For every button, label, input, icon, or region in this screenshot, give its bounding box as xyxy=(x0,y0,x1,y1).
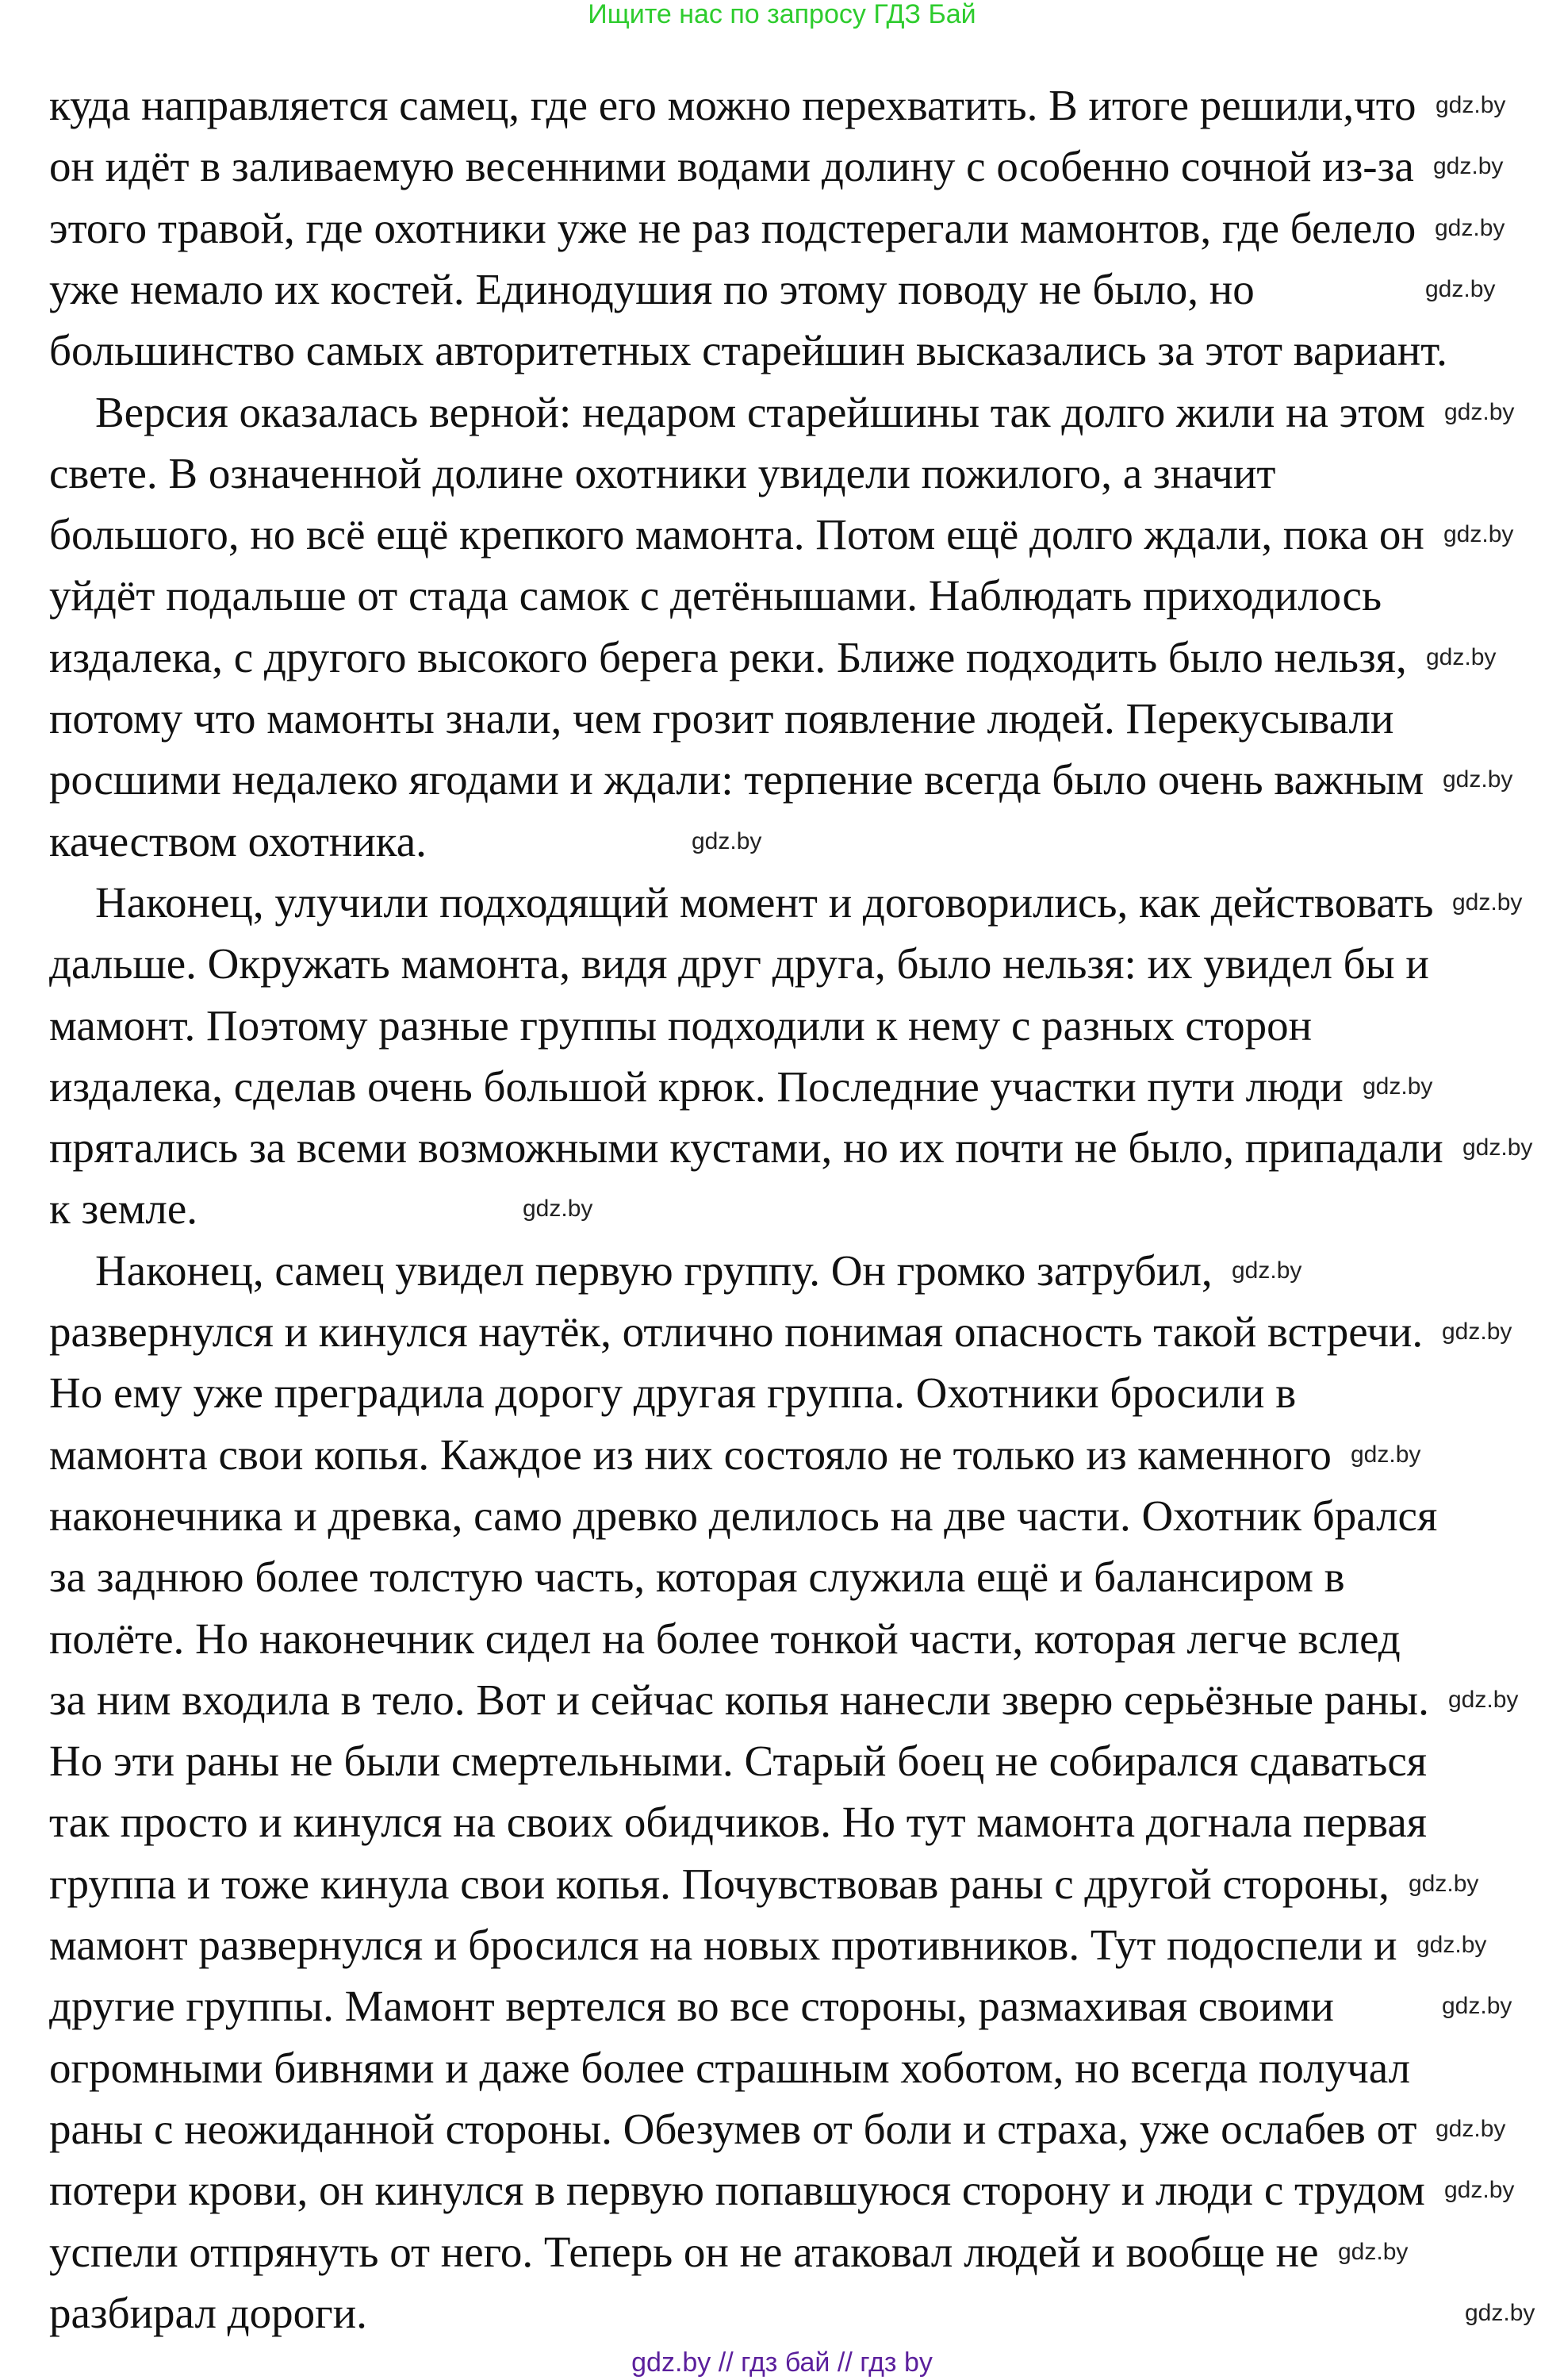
watermark-text: gdz.by xyxy=(1444,2177,1515,2203)
search-banner: Ищите нас по запросу ГДЗ Бай xyxy=(588,0,976,29)
watermark-text: gdz.by xyxy=(1443,766,1513,793)
watermark-text: gdz.by xyxy=(1444,399,1515,425)
watermark-text: gdz.by xyxy=(1443,521,1514,547)
watermark-text: gdz.by xyxy=(1436,92,1506,118)
watermark-text: gdz.by xyxy=(1448,1687,1519,1713)
footer-banner: gdz.by // гдз бай // гдз by xyxy=(631,2347,933,2378)
text-line: другие группы. Мамонт вертелся во все стороны, размахивая своими xyxy=(49,1982,1334,2031)
watermark-text: gdz.by xyxy=(1416,1932,1487,1958)
watermark-text: gdz.by xyxy=(1363,1073,1433,1100)
text-line: так просто и кинулся на своих обидчиков. Но тут мамонта догнала первая xyxy=(49,1798,1428,1847)
text-line: куда направляется самец, где его можно перехватить. В итоге решили,что xyxy=(49,81,1416,129)
watermark-text: gdz.by xyxy=(1338,2239,1409,2265)
watermark-text: gdz.by xyxy=(1436,2116,1506,2142)
text-line: мамонт развернулся и бросился на новых противников. Тут подоспели и xyxy=(49,1921,1397,1969)
text-line: качеством охотника. xyxy=(49,816,427,866)
watermark-text: gdz.by xyxy=(1452,889,1523,916)
text-line: к земле. xyxy=(49,1184,198,1234)
watermark-text: gdz.by xyxy=(523,1196,593,1222)
watermark-text: gdz.by xyxy=(692,828,762,854)
watermark-text: gdz.by xyxy=(1426,644,1497,670)
text-line: мамонта свои копья. Каждое из них состояло не только из каменного xyxy=(49,1430,1332,1479)
text-line: развернулся и кинулся наутёк, отлично понимая опасность такой встречи. xyxy=(49,1307,1424,1356)
text-line: прятались за всеми возможными кустами, но их почти не было, припадали xyxy=(49,1123,1443,1173)
text-line: большинство самых авторитетных старейшин высказались за этот вариант. xyxy=(49,326,1447,375)
text-line: за заднюю более толстую часть, которая служила ещё и балансиром в xyxy=(49,1553,1345,1602)
text-line: полёте. Но наконечник сидел на более тонкой части, которая легче вслед xyxy=(49,1614,1401,1663)
text-line: потому что мамонты знали, чем грозит появление людей. Перекусывали xyxy=(49,694,1394,743)
text-line: уйдёт подальше от стада самок с детёнышами. Наблюдать приходилось xyxy=(49,571,1382,620)
text-line: издалека, сделав очень большой крюк. Последние участки пути люди xyxy=(49,1061,1344,1111)
text-line: мамонт. Поэтому разные группы подходили к нему с разных сторон xyxy=(49,1000,1313,1050)
text-line: огромными бивнями и даже более страшным хоботом, но всегда получал xyxy=(49,2043,1411,2092)
watermark-text: gdz.by xyxy=(1435,215,1505,241)
text-line: росшими недалеко ягодами и ждали: терпение всегда было очень важным xyxy=(49,755,1424,804)
text-line: Версия оказалась верной: недаром старейшины так долго жили на этом xyxy=(95,387,1425,436)
text-line: разбирал дороги. xyxy=(49,2288,367,2337)
watermark-text: gdz.by xyxy=(1351,1441,1421,1468)
watermark-text: gdz.by xyxy=(1465,2300,1535,2326)
text-line: потери крови, он кинулся в первую попавшуюся сторону и люди с трудом xyxy=(49,2166,1425,2215)
text-line: уже немало их костей. Единодушия по этому поводу не было, но xyxy=(49,264,1255,313)
text-line: дальше. Окружать мамонта, видя друг друга, было нельзя: их увидел бы и xyxy=(49,939,1429,988)
text-line: раны с неожиданной стороны. Обезумев от боли и страха, уже ослабев от xyxy=(49,2104,1417,2153)
text-line: большого, но всё ещё крепкого мамонта. Потом ещё долго ждали, пока он xyxy=(49,510,1424,559)
text-line: он идёт в заливаемую весенними водами долину с особенно сочной из-за xyxy=(49,142,1414,191)
text-line: Но эти раны не были смертельными. Старый боец не собирался сдаваться xyxy=(49,1737,1428,1786)
watermark-text: gdz.by xyxy=(1425,276,1496,302)
watermark-text: gdz.by xyxy=(1442,1993,1512,2019)
text-line: Наконец, самец увидел первую группу. Он громко затрубил, xyxy=(95,1246,1213,1295)
text-line: этого травой, где охотники уже не раз подстерегали мамонтов, где белело xyxy=(49,203,1416,252)
watermark-text: gdz.by xyxy=(1462,1134,1533,1161)
watermark-text: gdz.by xyxy=(1442,1319,1512,1345)
watermark-text: gdz.by xyxy=(1433,153,1504,179)
text-line: за ним входила в тело. Вот и сейчас копья нанесли зверю серьёзные раны. xyxy=(49,1675,1429,1724)
text-line: Но ему уже преградила дорогу другая группа. Охотники бросили в xyxy=(49,1368,1297,1418)
watermark-text: gdz.by xyxy=(1232,1257,1302,1284)
text-line: Наконец, улучили подходящий момент и договорились, как действовать xyxy=(95,877,1434,927)
text-line: успели отпрянуть от него. Теперь он не атаковал людей и вообще не xyxy=(49,2227,1319,2276)
text-line: издалека, с другого высокого берега реки. Ближе подходить было нельзя, xyxy=(49,632,1407,681)
text-line: свете. В означенной долине охотники увидели пожилого, а значит xyxy=(49,448,1276,497)
text-line: группа и тоже кинула свои копья. Почувствовав раны с другой стороны, xyxy=(49,1859,1390,1908)
watermark-text: gdz.by xyxy=(1409,1871,1479,1897)
text-line: наконечника и древка, само древко делилось на две части. Охотник брался xyxy=(49,1491,1438,1540)
